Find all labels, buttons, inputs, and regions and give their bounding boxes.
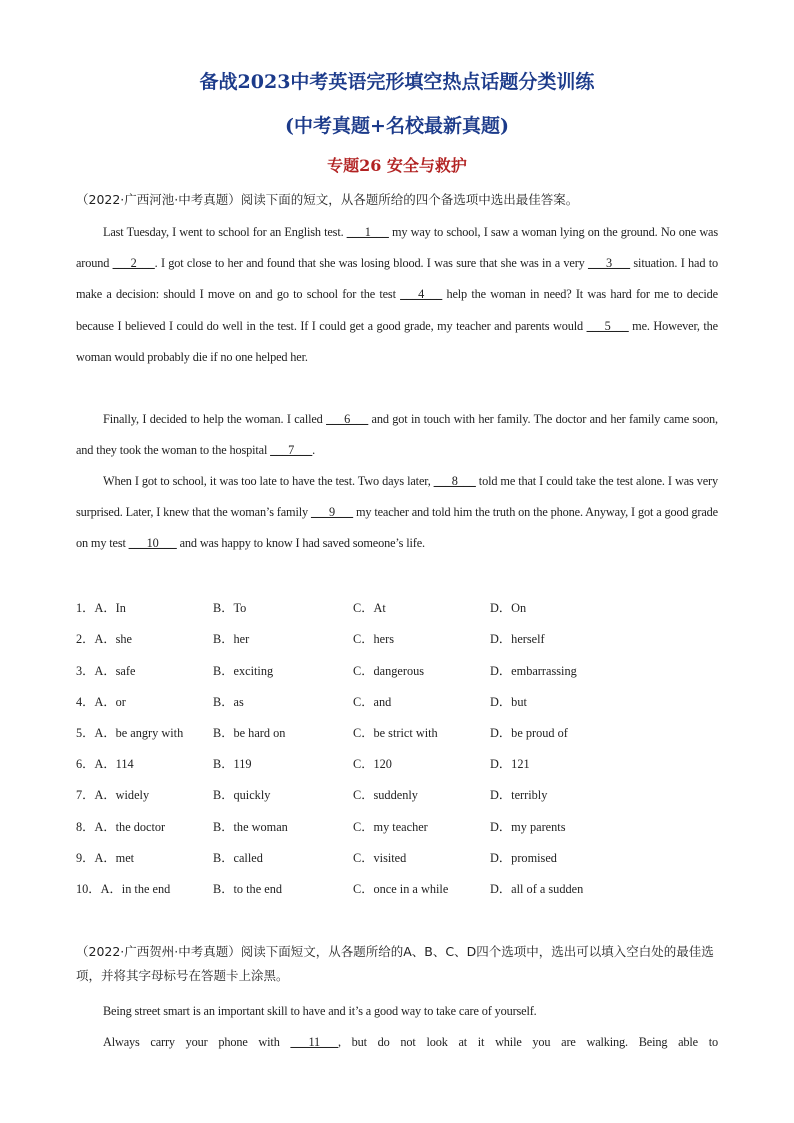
option-c: C．visited <box>353 851 407 865</box>
blank-6: ___6___ <box>326 412 369 426</box>
option-c: C．dangerous <box>353 664 425 678</box>
blank-1: ___1___ <box>346 225 389 239</box>
option-a: 4．A．or <box>76 695 126 709</box>
option-a: 7．A．widely <box>76 788 150 802</box>
option-b: B．exciting <box>213 664 274 678</box>
blank-11: ___11___ <box>290 1035 338 1049</box>
question-row <box>76 754 736 774</box>
question-row <box>76 848 736 868</box>
passage1-paragraph2: Finally, I decided to help the woman. I called ___6___ and got in touch with her family. The doctor and her family came soon, and they took the woman to the hospital ___7___. <box>76 412 718 458</box>
option-d: D．be proud of <box>490 726 568 740</box>
option-a: 3．A．safe <box>76 664 136 678</box>
option-b: B．the woman <box>213 820 288 834</box>
option-d: D．terribly <box>490 788 548 802</box>
option-d: D．all of a sudden <box>490 882 584 896</box>
option-d: D．my parents <box>490 820 566 834</box>
blank-3: ___3___ <box>588 256 631 271</box>
blank-9: ___9___ <box>310 505 353 520</box>
option-c: C．be strict with <box>353 726 438 740</box>
option-b: B．To <box>213 601 247 615</box>
blank-7: ___7___ <box>270 443 313 458</box>
blank-4: ___4___ <box>400 287 443 302</box>
question-row <box>76 692 736 712</box>
option-c: C．suddenly <box>353 788 418 802</box>
option-d: D．promised <box>490 851 557 865</box>
page-subtitle: (中考真题+名校最新真题) <box>285 115 509 137</box>
option-d: D．embarrassing <box>490 664 577 678</box>
question-row <box>76 629 736 649</box>
question-row <box>76 785 736 805</box>
option-b: B．to the end <box>213 882 282 896</box>
blank-5: ___5___ <box>586 318 629 333</box>
blank-8: ___8___ <box>433 474 476 488</box>
option-d: D．On <box>490 601 527 615</box>
option-c: C．my teacher <box>353 820 428 834</box>
question-row <box>76 879 736 899</box>
option-b: B．be hard on <box>213 726 286 740</box>
option-a: 10．A．in the end <box>76 882 171 896</box>
option-a: 6．A．114 <box>76 757 134 771</box>
option-b: B．called <box>213 851 263 865</box>
question-row <box>76 817 736 837</box>
option-b: B．119 <box>213 757 252 771</box>
option-a: 8．A．the doctor <box>76 820 166 834</box>
passage1-paragraph1: Last Tuesday, I went to school for an English test. ___1___ my way to school, I saw a woman lying on the ground. No one was around ___2___. I got close to her and found that she was losing blood. I was sure that she was in a very ___3___ situation. I had to make a decision: should I move on and go to school for the test ___4___ help the woman in need? It was hard for me to decide because I believed I could do well in the test. If I could get a good grade, my teacher and parents would ___5___ me. However, the woman would probably die if no one helped her. <box>76 225 719 364</box>
section2-instructions: （2022·广西贺州·中考真题）阅读下面短文，从各题所给的A、B、C、D四个选项中，选出可以填入空白处的最佳选项，并将其字母标号在答题卡上涂黑。 <box>76 944 714 983</box>
page-title: 备战2023中考英语完形填空热点话题分类训练 <box>199 71 595 93</box>
passage2-paragraph1: Being street smart is an important skill to have and it’s a good way to take care of yourself. <box>103 1004 537 1018</box>
option-b: B．her <box>213 632 250 646</box>
option-c: C．once in a while <box>353 882 449 896</box>
option-b: B．as <box>213 695 244 709</box>
option-a: 5．A．be angry with <box>76 726 184 740</box>
option-c: C．120 <box>353 757 392 771</box>
question-row <box>76 598 736 618</box>
option-c: C．At <box>353 601 386 615</box>
option-b: B．quickly <box>213 788 271 802</box>
section1-instructions: （2022·广西河池·中考真题）阅读下面的短文，从各题所给的四个备选项中选出最佳答案。 <box>76 192 579 207</box>
option-c: C．and <box>353 695 392 709</box>
passage1-paragraph3: When I got to school, it was too late to have the test. Two days later, ___8___ told me that I could take the test alone. I was very surprised. Later, I knew that the woman’s family ___9___ my teacher and told him the truth on the phone. Anyway, I got a good grade on my test ___10___ and was happy to know I had saved someone’s life. <box>76 474 718 551</box>
blank-2: ___2___ <box>112 256 155 271</box>
option-a: 9．A．met <box>76 851 135 865</box>
topic-heading: 专题26 安全与救护 <box>327 156 467 175</box>
question-row <box>76 723 736 743</box>
option-c: C．hers <box>353 632 394 646</box>
option-a: 2．A．she <box>76 632 133 646</box>
option-d: D．but <box>490 695 527 709</box>
option-a: 1．A．In <box>76 601 126 615</box>
blank-10: ___10___ <box>128 536 177 551</box>
passage2-paragraph2: Always carry your phone with ___11___, but do not look at it while you are walking. Being able to <box>103 1035 718 1049</box>
option-d: D．121 <box>490 757 530 771</box>
question-row <box>76 661 736 681</box>
option-d: D．herself <box>490 632 545 646</box>
